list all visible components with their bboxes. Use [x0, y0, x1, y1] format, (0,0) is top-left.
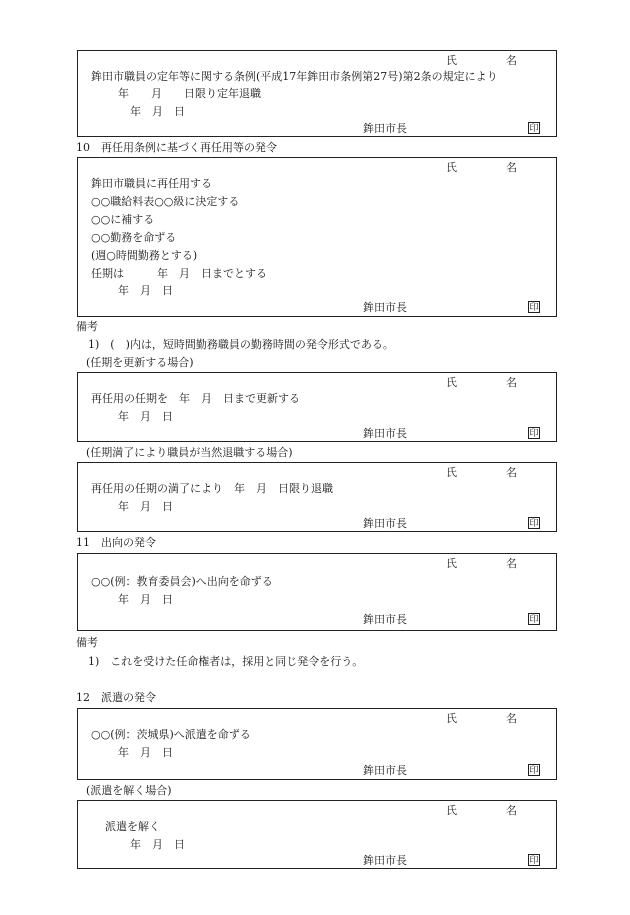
text-line: ○○勤務を命ずる: [91, 231, 177, 244]
date-line: 年 月 日: [118, 284, 173, 297]
label-shi: 氏: [446, 466, 457, 479]
box-retirement: [77, 50, 557, 137]
mayor-label: 鉾田市長: [363, 122, 407, 135]
seal-icon: 印: [529, 856, 539, 866]
seal-icon: 印: [529, 124, 539, 134]
section-heading-10: 10 再任用条例に基づく再任用等の発令: [76, 141, 277, 154]
text-line: 鉾田市職員に再任用する: [91, 177, 212, 190]
text-line: ○○(例：茨城県)へ派遣を命ずる: [91, 728, 251, 741]
label-mei: 名: [506, 712, 517, 725]
note-line: 1) これを受けた任命権者は，採用と同じ発令を行う。: [88, 655, 364, 668]
mayor-label: 鉾田市長: [363, 301, 407, 314]
seal-icon: 印: [529, 303, 539, 313]
seal-icon: 印: [529, 766, 539, 776]
date-line: 年 月 日: [130, 838, 185, 851]
date-line: 年 月 日: [118, 410, 173, 423]
caption-expire: (任期満了により職員が当然退職する場合): [86, 446, 293, 459]
label-shi: 氏: [446, 376, 457, 389]
mayor-label: 鉾田市長: [363, 854, 407, 867]
box-secondment: [77, 553, 557, 631]
box-expire: [77, 462, 557, 532]
mayor-label: 鉾田市長: [363, 764, 407, 777]
label-shi: 氏: [446, 54, 457, 67]
box-reappointment: [77, 157, 557, 317]
label-mei: 名: [506, 804, 517, 817]
note-title: 備考: [76, 636, 98, 649]
label-mei: 名: [506, 557, 517, 570]
text-line: (週○時間勤務とする): [91, 249, 198, 262]
label-shi: 氏: [446, 712, 457, 725]
box-release: [77, 800, 557, 869]
mayor-label: 鉾田市長: [363, 517, 407, 530]
label-mei: 名: [506, 466, 517, 479]
caption-renew: (任期を更新する場合): [86, 356, 194, 369]
box-renew: [77, 372, 557, 442]
text-line: 再任用の任期の満了により 年 月 日限り退職: [91, 482, 333, 495]
date-line: 年 月 日: [118, 746, 173, 759]
note-line: 1) ( )内は，短時間勤務職員の勤務時間の発令形式である。: [88, 338, 394, 351]
text-line: 再任用の任期を 年 月 日まで更新する: [91, 392, 300, 405]
label-shi: 氏: [446, 804, 457, 817]
section-heading-11: 11 出向の発令: [76, 536, 156, 549]
text-line: ○○(例：教育委員会)へ出向を命ずる: [91, 575, 273, 588]
text-line: 年 月 日限り定年退職: [118, 87, 261, 100]
seal-icon: 印: [529, 615, 539, 625]
date-line: 年 月 日: [130, 105, 185, 118]
label-mei: 名: [506, 376, 517, 389]
label-mei: 名: [506, 161, 517, 174]
date-line: 年 月 日: [118, 500, 173, 513]
box-dispatch: [77, 708, 557, 780]
text-line: 派遣を解く: [105, 820, 160, 833]
text-line: 任期は 年 月 日までとする: [91, 267, 267, 280]
label-shi: 氏: [446, 557, 457, 570]
label-mei: 名: [506, 54, 517, 67]
text-line: ○○職給料表○○級に決定する: [91, 195, 240, 208]
seal-icon: 印: [529, 429, 539, 439]
text-line: 鉾田市職員の定年等に関する条例(平成17年鉾田市条例第27号)第2条の規定により: [91, 70, 498, 83]
seal-icon: 印: [529, 519, 539, 529]
note-title: 備考: [76, 320, 98, 333]
text-line: ○○に補する: [91, 213, 155, 226]
mayor-label: 鉾田市長: [363, 427, 407, 440]
caption-release: (派遣を解く場合): [86, 784, 172, 797]
label-shi: 氏: [446, 161, 457, 174]
section-heading-12: 12 派遣の発令: [76, 691, 156, 704]
mayor-label: 鉾田市長: [363, 613, 407, 626]
date-line: 年 月 日: [118, 593, 173, 606]
